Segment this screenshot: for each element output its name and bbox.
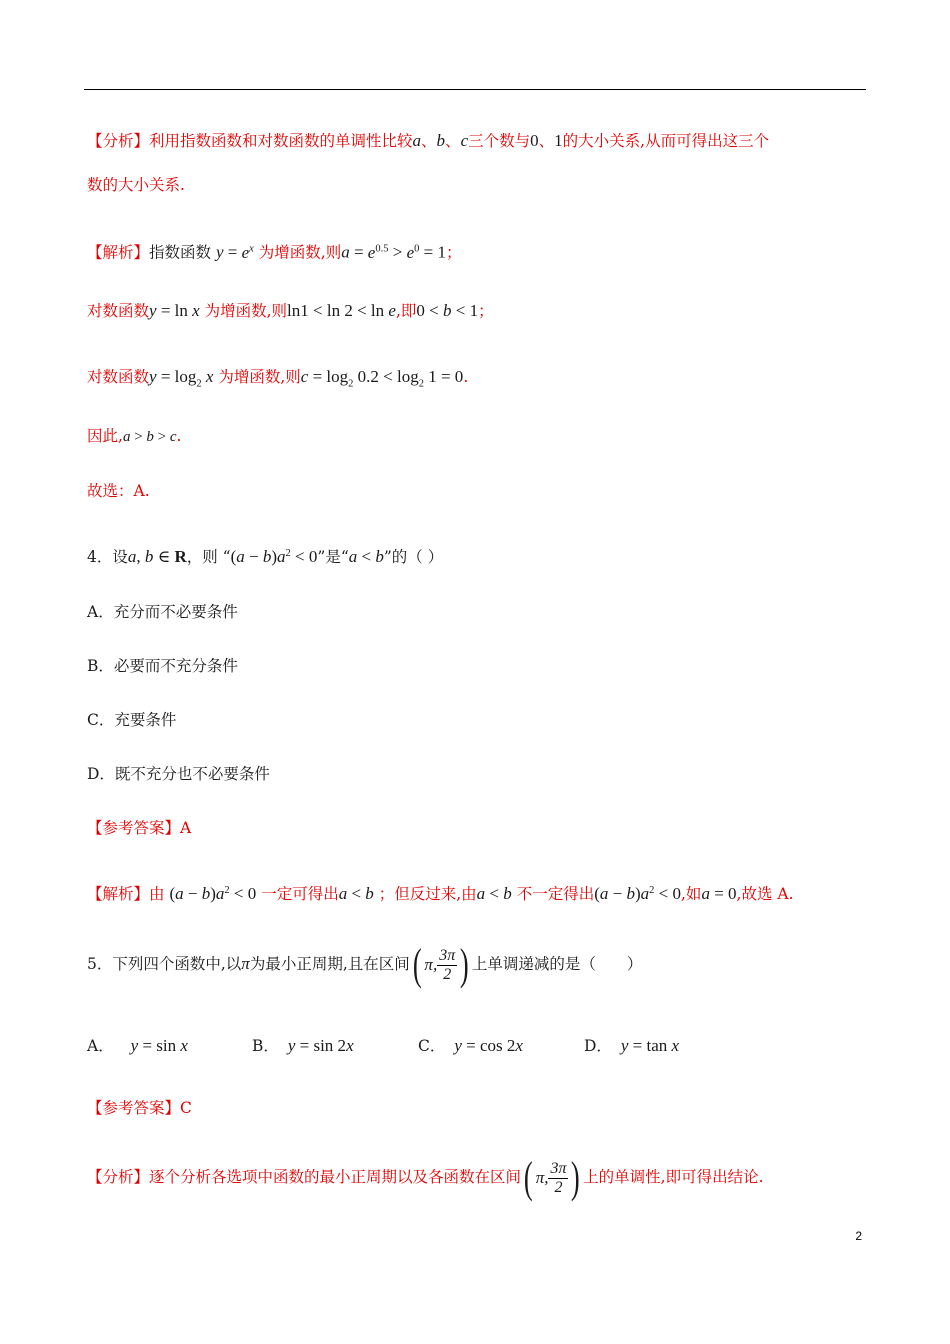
- analysis-line-2: 数的大小关系.: [87, 176, 185, 194]
- solution-4: 【解析】由 $(a - b)a^2 < 0$ 一定可得出a < b ；但反过来,由a < b 不一定得出$(a - b)a^2 < 0$,如a = 0,故选 A.: [87, 884, 794, 904]
- math-c: c: [460, 131, 469, 150]
- answer-value: C: [180, 1099, 192, 1117]
- analysis-tag: 【分析】: [87, 132, 150, 150]
- formula-log2-func: y: [149, 367, 157, 386]
- formula-order: a: [122, 429, 131, 445]
- answer-tag: 【参考答案】: [87, 819, 181, 837]
- solution-line-2: 对数函数y = ln x 为增函数,则ln1 < ln 2 < ln e,即0 < b < 1；: [87, 301, 494, 320]
- analysis-5: 【分析】逐个分析各选项中函数的最小正周期以及各函数在区间 ( π, $\frac{3\pi}{2}$ ) 上的单调性,即可得出结论.: [87, 1153, 764, 1202]
- formula-ab-in-R: a: [127, 547, 137, 567]
- pi-symbol: π: [241, 954, 250, 973]
- interval-pi-3pi2: ( π, $\frac{3\pi}{2}$ ): [523, 1153, 581, 1202]
- formula-ln-compare: ln1 < ln 2 < ln: [287, 301, 389, 320]
- option-4-d: D．既不充分也不必要条件: [87, 765, 270, 783]
- answer-value: A: [180, 819, 192, 837]
- solution-line-4: 因此,a > b > c.: [87, 427, 182, 445]
- math-b: b: [436, 131, 446, 150]
- math-a: a: [412, 131, 422, 150]
- option-5-d: D． y = tan x: [584, 1036, 680, 1055]
- analysis-line-1: 【分析】利用指数函数和对数函数的单调性比较a、b、c三个数与0、1的大小关系,从而可得出这三个: [87, 131, 770, 150]
- option-5-b: B． y = sin 2x: [252, 1036, 354, 1055]
- solution-line-5: 故选：A.: [87, 482, 150, 500]
- question-4-stem: 4．设a, b ∈ R，则 “$(a - b)a^2 < 0$”是“a < b”的（ ）: [87, 547, 444, 567]
- formula-condition: (: [230, 547, 237, 567]
- formula-ln-func: y: [149, 301, 157, 320]
- formula-exp-func: y: [215, 242, 224, 262]
- header-rule: [84, 89, 866, 90]
- option-4-c: C．充要条件: [87, 711, 177, 729]
- option-5-a: A． y = sin x: [87, 1036, 188, 1055]
- option-4-b: B．必要而不充分条件: [87, 657, 238, 675]
- option-4-a: A．充分而不必要条件: [87, 603, 238, 621]
- solution-line-3: 对数函数$y = \log_2 x$ 为增函数,则$c = \log_2 0.2 < \log_2 1 = 0$.: [87, 367, 469, 390]
- formula-a-value: a: [341, 242, 350, 262]
- solution-line-1: 【解析】指数函数 $y = e^x$ 为增函数,则$a = e^{0.5} > e^0 = 1$；: [87, 242, 462, 262]
- answer-4: [87, 817, 191, 839]
- page-number: 2: [855, 1229, 862, 1243]
- solution-tag: 【解析】: [87, 243, 150, 262]
- formula-a-lt-b: a: [348, 547, 358, 567]
- interval-pi-3pi2: ( π, $\frac{3\pi}{2}$ ): [412, 940, 469, 989]
- formula-c-value: c: [300, 367, 309, 386]
- option-5-c: C． y = cos 2x: [418, 1036, 523, 1055]
- question-5-stem: 5．下列四个函数中,以π为最小正周期,且在区间 ( π, $\frac{3\pi}{2}$ ) 上单调递减的是（ ）: [87, 940, 643, 989]
- answer-5: 【参考答案】C: [87, 1099, 192, 1117]
